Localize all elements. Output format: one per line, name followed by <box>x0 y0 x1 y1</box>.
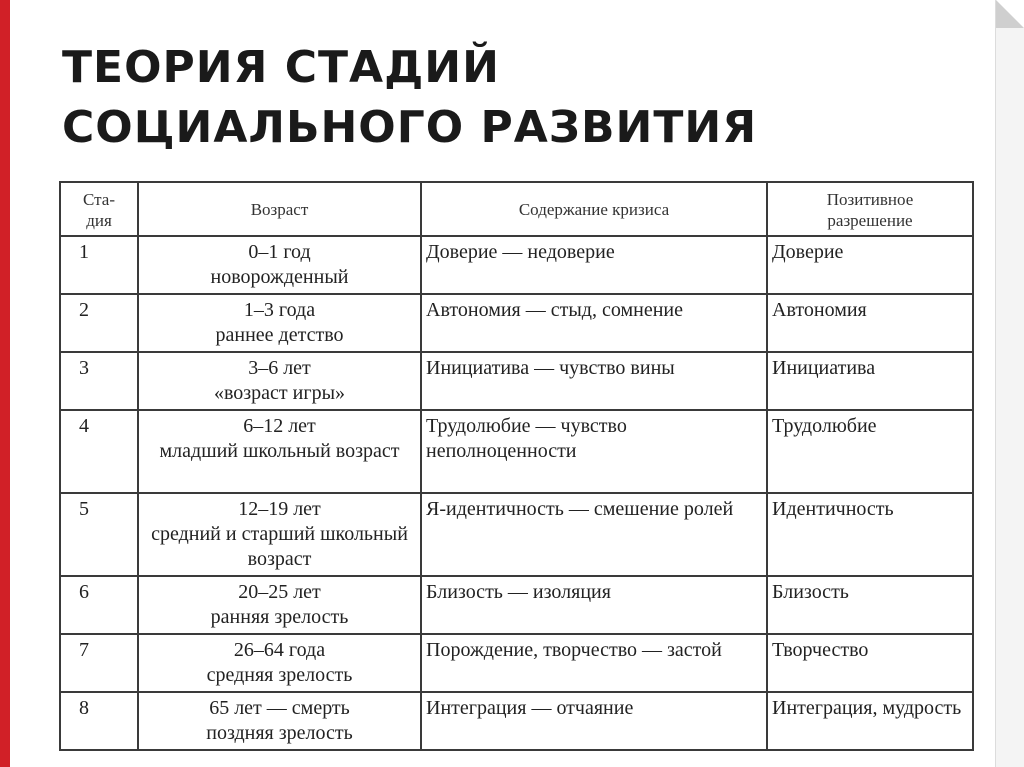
header-crisis: Содержание кризиса <box>421 182 767 236</box>
age-name: новорожденный <box>210 266 349 288</box>
cell-stage: 6 <box>60 576 138 634</box>
cell-crisis: Интеграция — отчаяние <box>421 692 767 750</box>
cell-age <box>138 352 421 410</box>
cell-resolution: Творчество <box>767 634 973 692</box>
title-line-2: СОЦИАЛЬНОГО РАЗВИТИЯ <box>62 102 758 153</box>
age-name: поздняя зрелость <box>206 722 353 744</box>
cell-stage: 4 <box>60 410 138 493</box>
table-row <box>60 352 973 410</box>
cell-crisis: Трудолюбие — чувство неполноценности <box>421 410 767 493</box>
age-range: 65 лет — смерть <box>209 697 350 719</box>
cell-stage: 5 <box>60 493 138 576</box>
age-name: раннее детство <box>215 324 344 346</box>
cell-crisis: Доверие — недоверие <box>421 236 767 294</box>
header-resolution: Позитивное разрешение <box>767 182 973 236</box>
cell-crisis: Близость — изоляция <box>421 576 767 634</box>
table-row <box>60 410 973 493</box>
table-body <box>60 236 973 750</box>
table-row <box>60 294 973 352</box>
page-corner-decoration <box>995 0 1024 767</box>
cell-age <box>138 236 421 294</box>
age-name: младший школьный возраст <box>159 440 400 462</box>
cell-stage: 3 <box>60 352 138 410</box>
cell-age <box>138 634 421 692</box>
cell-age <box>138 692 421 750</box>
cell-stage: 8 <box>60 692 138 750</box>
age-range: 20–25 лет <box>238 581 321 603</box>
age-range: 6–12 лет <box>243 415 316 437</box>
cell-age <box>138 410 421 493</box>
cell-age <box>138 294 421 352</box>
table-row <box>60 576 973 634</box>
table-row <box>60 692 973 750</box>
cell-resolution: Автономия <box>767 294 973 352</box>
cell-resolution: Идентичность <box>767 493 973 576</box>
cell-age <box>138 576 421 634</box>
age-name: средний и старший школьный возраст <box>151 523 408 570</box>
accent-bar <box>0 0 10 767</box>
cell-crisis: Инициатива — чувство вины <box>421 352 767 410</box>
stages-table <box>59 181 974 751</box>
age-range: 0–1 год <box>248 241 311 263</box>
age-range: 26–64 года <box>233 639 326 661</box>
page-title <box>62 38 962 158</box>
age-name: «возраст игры» <box>213 382 346 404</box>
cell-stage: 2 <box>60 294 138 352</box>
header-stage: Ста- дия <box>60 182 138 236</box>
cell-resolution: Доверие <box>767 236 973 294</box>
cell-resolution: Близость <box>767 576 973 634</box>
cell-crisis: Порождение, творчество — застой <box>421 634 767 692</box>
age-range: 12–19 лет <box>238 498 321 520</box>
age-range: 1–3 года <box>243 299 316 321</box>
cell-stage: 1 <box>60 236 138 294</box>
table-row <box>60 493 973 576</box>
stages-table-container <box>59 181 972 751</box>
cell-resolution: Инициатива <box>767 352 973 410</box>
cell-resolution: Интеграция, мудрость <box>767 692 973 750</box>
age-name: ранняя зрелость <box>210 606 349 628</box>
table-header-row <box>60 182 973 236</box>
cell-resolution: Трудолюбие <box>767 410 973 493</box>
cell-age <box>138 493 421 576</box>
age-name: средняя зрелость <box>206 664 353 686</box>
title-line-1: ТЕОРИЯ СТАДИЙ <box>62 42 500 93</box>
cell-stage: 7 <box>60 634 138 692</box>
age-range: 3–6 лет <box>248 357 311 379</box>
table-row <box>60 634 973 692</box>
cell-crisis: Я-идентичность — смешение ролей <box>421 493 767 576</box>
header-age: Возраст <box>138 182 421 236</box>
table-row <box>60 236 973 294</box>
cell-crisis: Автономия — стыд, сомнение <box>421 294 767 352</box>
